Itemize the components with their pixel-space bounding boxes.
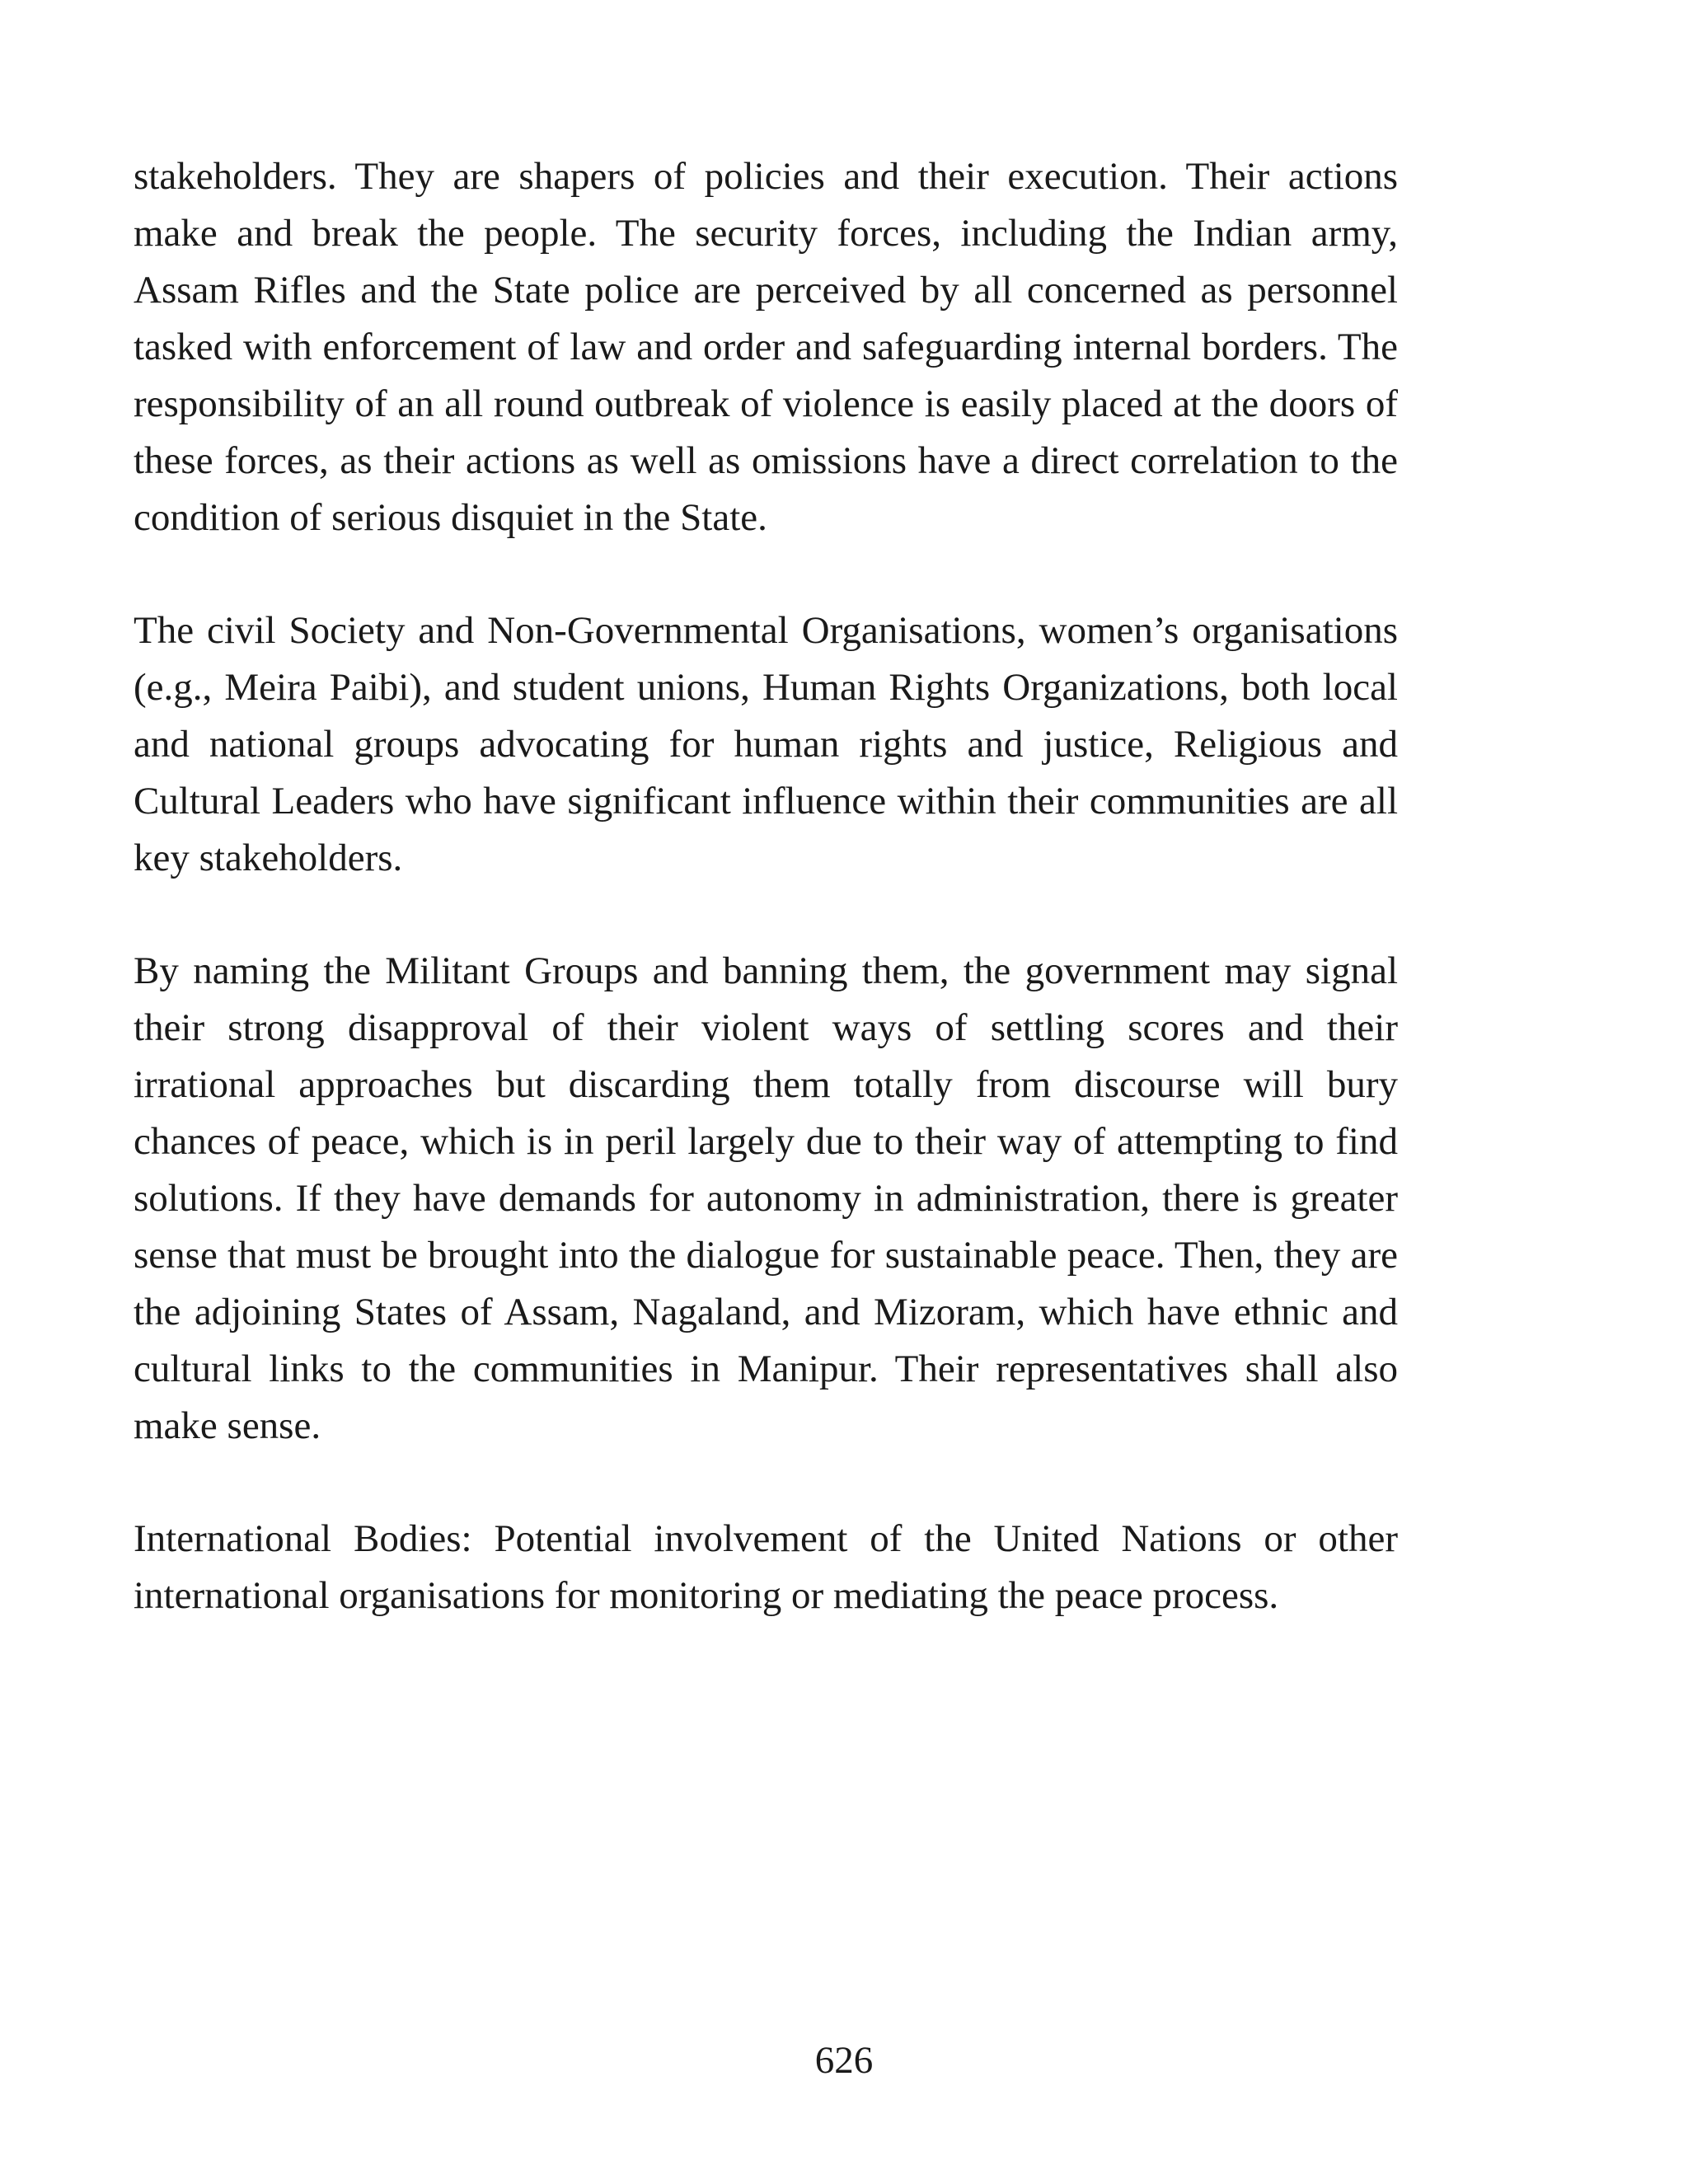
paragraph-militant-groups: By naming the Militant Groups and banning them, the government may signal their strong disapproval of their violent ways of settling scores and their irrational approaches but discarding them totally from discourse will bury chances of peace, which is in peril largely due to their way of attempting to find solutions. If they have demands for autonomy in administration, there is greater sense that must be brought into the dialogue for sustainable peace. Then, they are the adjoining States of Assam, Nagaland, and Mizoram, which have ethnic and cultural links to the communities in Manipur. Their representatives shall also make sense. [134,949,1398,1447]
paragraph-international-bodies: International Bodies: Potential involvement of the United Nations or other international organisations for monitoring or mediating the peace process. [134,1517,1398,1617]
body-text [134,148,1398,1680]
page-number: 626 [814,2039,874,2082]
paragraph-security-forces: stakeholders. They are shapers of policies and their execution. Their actions make and break the people. The security forces, including the Indian army, Assam Rifles and the State police are perceived by all concerned as personnel tasked with enforcement of law and order and safeguarding internal borders. The responsibility of an all round outbreak of violence is easily placed at the doors of these forces, as their actions as well as omissions have a direct correlation to the condition of serious disquiet in the State. [134,155,1398,539]
paragraph-civil-society: The civil Society and Non-Governmental Organisations, women’s organisations (e.g., Meira Paibi), and student unions, Human Rights Organizations, both local and national groups advocating for human rights and justice, Religious and Cultural Leaders who have significant influence within their communities are all key stakeholders. [134,609,1398,879]
